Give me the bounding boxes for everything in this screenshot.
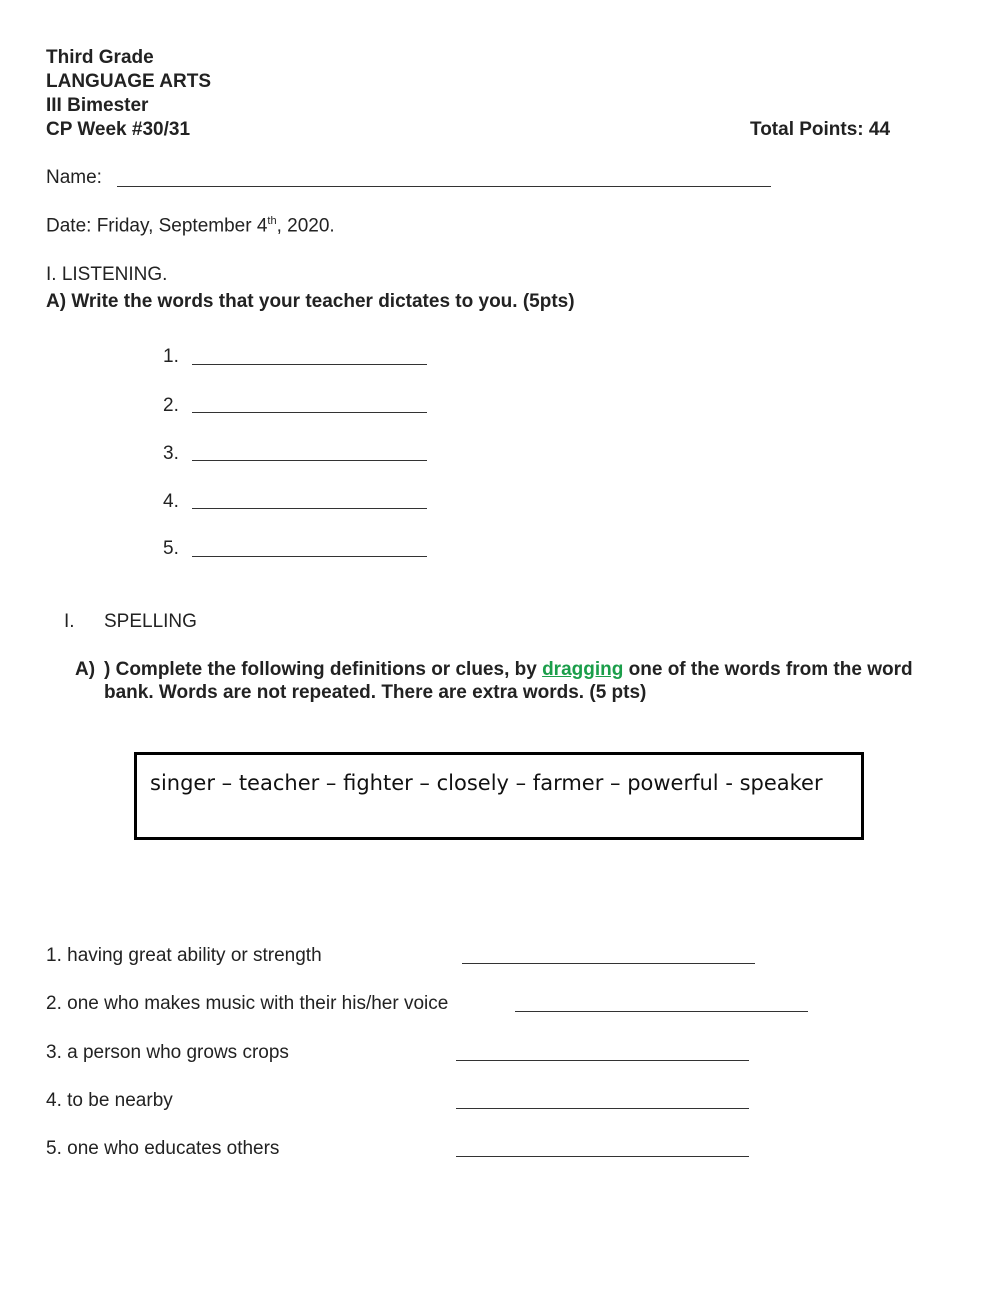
listening-answer-1[interactable]: [192, 364, 427, 365]
listening-item-number: 5.: [163, 538, 179, 559]
clue-3: 3. a person who grows crops: [46, 1042, 289, 1063]
listening-answer-4[interactable]: [192, 508, 427, 509]
clue-2-answer[interactable]: [515, 1011, 808, 1012]
clue-5: 5. one who educates others: [46, 1138, 280, 1159]
listening-answer-2[interactable]: [192, 412, 427, 413]
clue-2: 2. one who makes music with their his/her voice: [46, 993, 449, 1014]
clue-3-answer[interactable]: [456, 1060, 749, 1061]
listening-item-number: 2.: [163, 395, 179, 416]
date-prefix: Date: Friday, September 4: [46, 215, 268, 237]
clue-4-answer[interactable]: [456, 1108, 749, 1109]
date-suffix: , 2020.: [276, 215, 335, 237]
clue-4: 4. to be nearby: [46, 1090, 173, 1111]
subject-label: LANGUAGE ARTS: [46, 71, 212, 92]
total-points: Total Points: 44: [750, 119, 891, 140]
spelling-instruction: [104, 659, 913, 681]
listening-item-number: 4.: [163, 491, 179, 512]
listening-item-number: 1.: [163, 346, 179, 367]
week-label: CP Week #30/31: [46, 119, 191, 140]
dragging-link[interactable]: dragging: [542, 659, 624, 680]
word-bank-box: [134, 752, 864, 840]
grade-label: Third Grade: [46, 47, 154, 68]
listening-answer-5[interactable]: [192, 556, 427, 557]
name-field[interactable]: [117, 186, 771, 187]
date-line: [46, 215, 335, 237]
spelling-label: A): [75, 659, 96, 680]
spelling-heading: SPELLING: [104, 611, 197, 632]
listening-answer-3[interactable]: [192, 460, 427, 461]
instruction-text-a: ) Complete the following definitions or clues, by: [104, 659, 543, 680]
clue-1: 1. having great ability or strength: [46, 945, 322, 966]
date-sup: th: [267, 215, 277, 227]
instruction-text-b: one of the words from the word: [623, 659, 913, 680]
spelling-numeral: I.: [64, 611, 75, 632]
spelling-instruction-line2: bank. Words are not repeated. There are extra words. (5 pts): [104, 682, 647, 703]
clue-5-answer[interactable]: [456, 1156, 749, 1157]
name-label: Name:: [46, 167, 102, 188]
clue-1-answer[interactable]: [462, 963, 755, 964]
listening-item-number: 3.: [163, 443, 179, 464]
listening-heading: I. LISTENING.: [46, 264, 168, 285]
listening-instruction: A) Write the words that your teacher dictates to you. (5pts): [46, 291, 575, 312]
bimester-label: III Bimester: [46, 95, 149, 116]
word-bank-words[interactable]: singer – teacher – fighter – closely – farmer – powerful - speaker: [150, 771, 823, 795]
